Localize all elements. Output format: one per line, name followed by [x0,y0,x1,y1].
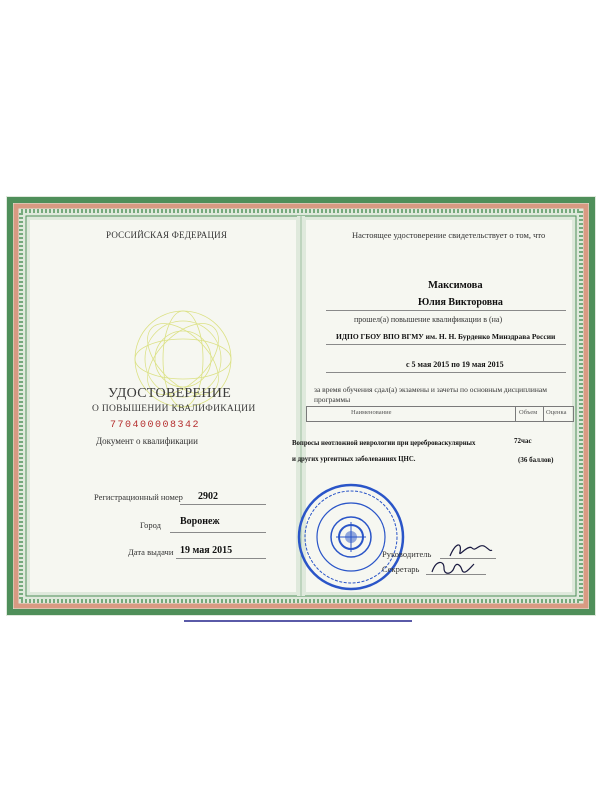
secretary-signature [430,558,476,580]
serial-number: 770400008342 [110,420,201,431]
scan-underline [184,620,412,622]
certificate-subtitle: О ПОВЫШЕНИИ КВАЛИФИКАЦИИ [92,404,256,414]
certificate-title: УДОСТОВЕРЕНИЕ [108,386,232,401]
head-signature [448,538,494,560]
given-names: Юлия Викторовна [418,297,503,308]
certificate [6,196,596,616]
intro-text: Настоящее удостоверение свидетельствует о том, что [352,230,546,240]
table-header-name: Наименование [351,409,392,416]
registration-number: 2902 [198,491,218,502]
issue-date-value: 19 мая 2015 [180,545,233,556]
table-header-volume: Объем [519,409,538,416]
exams-text-line2: программы [314,395,351,404]
head-label: Руководитель [382,549,432,559]
official-stamp [296,482,406,592]
left-page [30,220,296,592]
course-title-line2: и других ургентных заболеваниях ЦНС. [292,456,416,463]
exams-text-line1: за время обучения сдал(а) экзамены и зачеты по основным дисциплинам [314,385,547,394]
course-credits: (36 баллов) [518,456,554,464]
surname: Максимова [428,280,483,291]
registration-label: Регистрационный номер [94,492,183,502]
course-title-line1: Вопросы неотложной неврологии при цереброваскулярных [292,440,476,447]
institution-name: ИДПО ГБОУ ВПО ВГМУ им. Н. Н. Бурденко Минздрава России [336,332,556,341]
course-hours: 72час [514,437,532,445]
city-value: Воронеж [180,516,220,527]
issue-date-label: Дата выдачи [128,547,174,557]
country-label: РОССИЙСКАЯ ФЕДЕРАЦИЯ [106,230,228,240]
training-period: с 5 мая 2015 по 19 мая 2015 [406,360,504,369]
secretary-label: Секретарь [382,564,420,574]
table-header-grade: Оценка [546,409,567,416]
right-page [292,220,572,592]
document-type: Документ о квалификации [96,436,198,446]
city-label: Город [140,520,161,530]
subjects-table-header [306,406,574,422]
passed-training-text: прошел(а) повышение квалификации в (на) [354,315,503,324]
